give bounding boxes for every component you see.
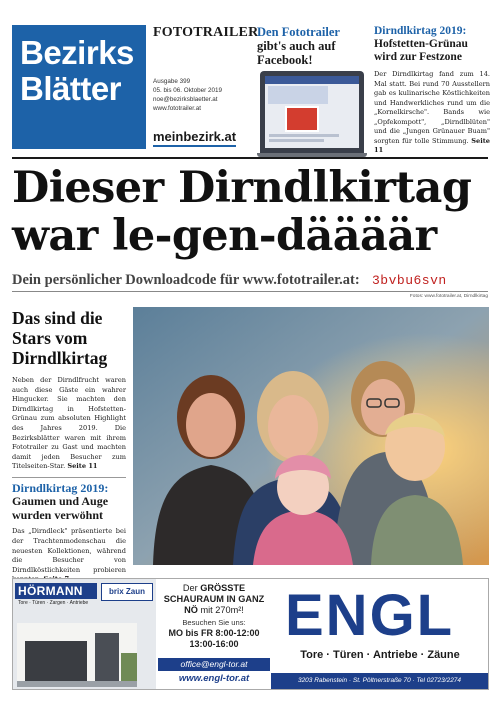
download-code-label: Dein persönlicher Downloadcode für www.fototrailer.at: (12, 272, 360, 288)
ad-headline (158, 583, 270, 594)
facebook-text-line (269, 134, 339, 137)
issue-date: 05. bis 06. Oktober 2019 (153, 87, 222, 94)
ad-headline: SCHAURAUM IN GANZ (163, 594, 265, 604)
second-story-body (12, 527, 126, 585)
second-story-kicker: Dirndlkirtag 2019: (12, 480, 109, 495)
lead-story-body (12, 376, 126, 472)
second-story-title[interactable] (12, 482, 126, 523)
ad-website[interactable]: www.engl-tor.at (178, 673, 250, 684)
second-story-headline: Gaumen und Auge wurden verwöhnt (12, 494, 109, 522)
ad-showroom-info (158, 583, 270, 687)
headline-line-1: Dieser Dirndlkirtag (12, 163, 472, 213)
side-story-page-ref: Seite 11 (374, 136, 490, 154)
divider (12, 157, 488, 159)
side-story[interactable] (374, 25, 490, 156)
facebook-thumbnail (285, 106, 319, 132)
meinbezirk-link[interactable]: meinbezirk.at (153, 129, 236, 147)
facebook-bar (265, 76, 359, 84)
divider (12, 291, 488, 292)
ad-visit-label: Besuchen Sie uns: (182, 618, 246, 627)
facebook-teaser-title (257, 25, 367, 67)
facebook-teaser[interactable] (257, 25, 367, 157)
house-garage-image (17, 613, 137, 687)
logo-line-1: Bezirks (20, 34, 134, 71)
ad-text-bold: GRÖSSTE (200, 583, 246, 593)
engl-logo: ENGL (285, 583, 455, 648)
facebook-teaser-line-2: gibt's auch auf Facebook! (257, 39, 336, 67)
engl-tagline: Tore · Türen · Antriebe · Zäune (300, 649, 460, 661)
lead-story-title[interactable]: Das sind die Stars vom Dirndlkirtag (12, 308, 108, 368)
issue-info-column (153, 25, 259, 149)
issue-web[interactable]: www.fototrailer.at (153, 105, 201, 112)
ad-email[interactable]: office@engl-tor.at (158, 658, 270, 671)
cover-photo (133, 307, 489, 565)
second-story-text: Das „Dirndleck" präsentierte bei der Trachtenmodenschau die neuesten Kollektionen, während die Besucher von Dirndlköstlichkeiten probieren (12, 527, 126, 574)
lead-story-text: Neben der Dirndlfrucht waren auch diese Gäste ein wahrer Hingucker. Sie machten den Dirndlkirtag in Hofstetten-Grünau zum absoluten Highlight des Jahres 2019. Die Bezirksblätter waren mit ihrem Fototrailer zu Gast und machten damit jeden Besucher zum Titelseiten-Star. (12, 376, 126, 471)
engl-address: 3203 Rabenstein · St. Pöltnerstraße 70 · Tel 02723/2274 (271, 673, 488, 689)
ad-hours-1: MO bis FR 8:00-12:00 (168, 628, 260, 638)
issue-details (153, 77, 222, 113)
cover-photo-illustration (133, 307, 489, 565)
brix-logo: brix Zaun (101, 583, 153, 601)
lead-story-page-ref: Seite 11 (67, 462, 98, 471)
laptop-image (260, 71, 364, 153)
facebook-cover (268, 86, 328, 104)
issue-number: Ausgabe 399 (153, 78, 191, 85)
ad-text-bold: NÖ (184, 605, 198, 615)
side-story-body (374, 70, 490, 156)
side-story-kicker: Dirndlkirtag 2019: (374, 25, 467, 37)
side-story-text: Der Dirndlkirtag fand zum 14. Mal statt. Bei rund 70 Ausstellern gab es kulinarische Köstlichkeiten und Handwerkliches rund um die „Kornelkirsche". Bands wie „Opfekompott", „Dirndlblüten" und die „Jungen Grünauer Buam" sorgten für tolle Stimmung. (374, 70, 490, 145)
ad-text: Der (182, 583, 198, 593)
photo-credit: Fotos: www.fototrailer.at, Dirndlkirtag (409, 294, 488, 299)
ad-brands-panel (13, 579, 156, 689)
side-story-headline: Hofstetten-Grünau wird zur Festzone (374, 38, 468, 63)
main-headline (12, 164, 492, 260)
section-title: FOTOTRAILER (153, 25, 259, 40)
hoermann-tagline: Tore · Türen · Zargen · Antriebe (18, 600, 89, 606)
facebook-text-line (269, 139, 324, 142)
download-code[interactable]: 3bvbu6svn (372, 273, 447, 288)
issue-email[interactable]: noe@bezirksblaetter.at (153, 96, 218, 103)
ad-text: mit 270m²! (200, 605, 244, 615)
bezirksblaetter-logo[interactable] (12, 25, 146, 149)
laptop-screen (265, 76, 359, 148)
logo-line-2: Blätter (20, 70, 122, 107)
divider (12, 477, 126, 478)
left-column (12, 308, 126, 585)
ad-hours-2: 13:00-16:00 (189, 639, 239, 649)
engl-brand-panel (271, 579, 488, 689)
ad-headline (158, 605, 270, 616)
engl-advertisement[interactable] (12, 578, 489, 690)
side-story-title (374, 25, 490, 64)
headline-line-2: war le-gen-däääär (12, 211, 437, 261)
facebook-teaser-line-1: Den Fototrailer (257, 25, 340, 39)
hoermann-logo: HÖRMANN (15, 583, 97, 599)
